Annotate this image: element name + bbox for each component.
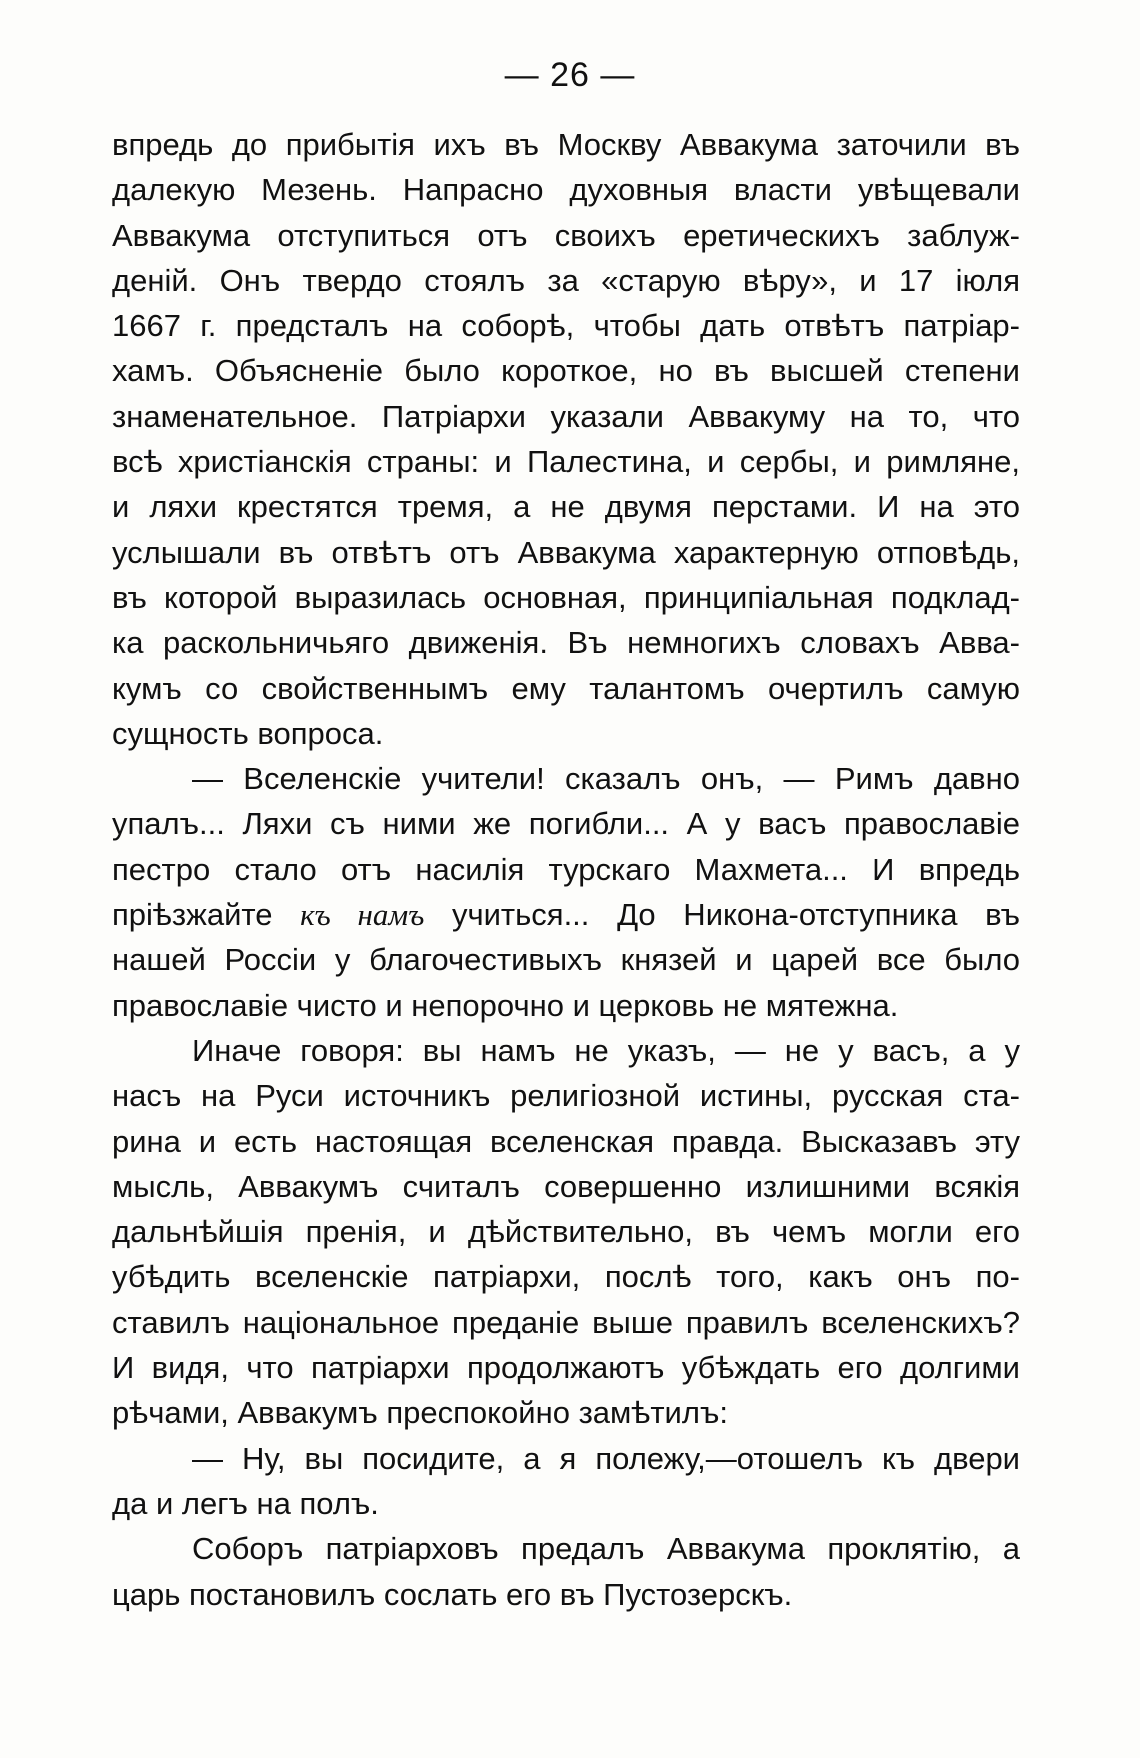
- text-line: Соборъ патріарховъ предалъ Аввакума проклятію, а: [192, 1531, 1020, 1567]
- text-line: насъ на Руси источникъ религіозной истины, русская ста-: [112, 1078, 1020, 1114]
- text-line: царь постановилъ сослать его въ Пустозерскъ.: [112, 1576, 793, 1612]
- text-line: — Вселенскіе учители! сказалъ онъ, — Римъ давно: [192, 761, 1020, 797]
- text-line: 1667 г. предсталъ на соборѣ, чтобы дать отвѣтъ патріар-: [112, 308, 1020, 344]
- paragraph-1: [112, 122, 1020, 756]
- text-line: Аввакума отступиться отъ своихъ еретическихъ заблуж-: [112, 217, 1020, 253]
- text-line: православіе чисто и непорочно и церковь не мятежна.: [112, 987, 899, 1023]
- text-line: въ которой выразилась основная, принципіальная подклад-: [112, 579, 1020, 615]
- text-line: Иначе говоря: вы намъ не указъ, — не у васъ, а у: [192, 1032, 1020, 1068]
- text-line: услышали въ отвѣтъ отъ Аввакума характерную отповѣдь,: [112, 534, 1020, 570]
- text-line: рина и есть настоящая вселенская правда. Высказавъ эту: [112, 1123, 1020, 1159]
- text-line: ка раскольничьяго движенія. Въ немногихъ словахъ Авва-: [112, 625, 1020, 661]
- text-line: далекую Мезень. Напрасно духовныя власти увѣщевали: [112, 172, 1020, 208]
- text-line: убѣдить вселенскіе патріархи, послѣ того, какъ онъ по-: [112, 1259, 1020, 1295]
- text-line: ставилъ національное преданіе выше правилъ вселенскихъ?: [112, 1304, 1020, 1340]
- text-line: сущность вопроса.: [112, 715, 384, 751]
- text-line: И видя, что патріархи продолжаютъ убѣждать его долгими: [112, 1350, 1020, 1386]
- text-line: всѣ христіанскія страны: и Палестина, и сербы, и римляне,: [112, 444, 1020, 480]
- text-line: хамъ. Объясненіе было короткое, но въ высшей степени: [112, 353, 1020, 389]
- text-line: дальнѣйшія пренія, и дѣйствительно, въ чемъ могли его: [112, 1214, 1020, 1250]
- text-line: нашей Россіи у благочестивыхъ князей и царей все было: [112, 942, 1020, 978]
- italic-emphasis: къ намъ: [300, 897, 425, 933]
- text-line: — Ну, вы посидите, а я полежу,—отошелъ къ двери: [192, 1440, 1020, 1476]
- text-line: деній. Онъ твердо стоялъ за «старую вѣру», и 17 іюля: [112, 262, 1020, 298]
- text-line: кумъ со свойственнымъ ему талантомъ очертилъ самую: [112, 670, 1020, 706]
- text-line: пестро стало отъ насилія турскаго Махмета... И впредь: [112, 851, 1020, 887]
- paragraph-2: [112, 756, 1020, 1028]
- body-text: [112, 122, 1020, 1617]
- paragraph-3: [112, 1028, 1020, 1436]
- paragraph-5: [112, 1526, 1020, 1617]
- text-line: знаменательное. Патріархи указали Аввакуму на то, что: [112, 398, 1020, 434]
- text-line: впредь до прибытія ихъ въ Москву Аввакума заточили въ: [112, 127, 1020, 162]
- text-line: упалъ... Ляхи съ ними же погибли... А у васъ православіе: [112, 806, 1020, 842]
- paragraph-4: [112, 1436, 1020, 1527]
- text-line: мысль, Аввакумъ считалъ совершенно излишними всякія: [112, 1168, 1020, 1204]
- text-line: да и легъ на полъ.: [112, 1485, 379, 1521]
- page-number: — 26 —: [504, 56, 636, 94]
- text-segment: пріѣзжайте: [112, 897, 301, 933]
- text-line-with-italic: [112, 892, 1020, 937]
- text-segment: учиться... До Никона-отступника въ: [424, 897, 1020, 933]
- text-line: и ляхи крестятся тремя, а не двумя перстами. И на это: [112, 489, 1020, 525]
- text-line: рѣчами, Аввакумъ преспокойно замѣтилъ:: [112, 1395, 728, 1431]
